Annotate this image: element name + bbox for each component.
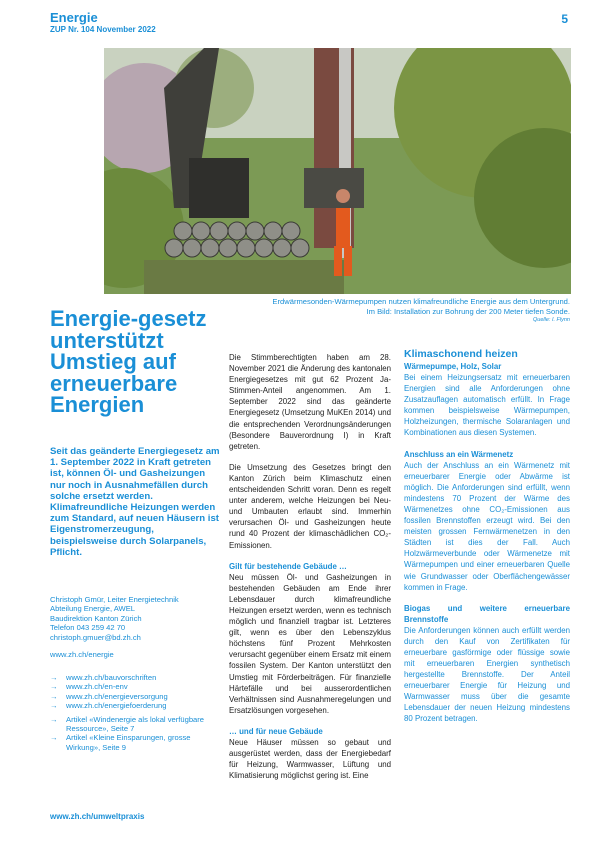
link-text[interactable]: www.zh.ch/en-env — [66, 682, 128, 692]
sidebar-subheading: Anschluss an ein Wärmenetz — [404, 449, 514, 459]
author-name: Christoph Gmür, Leiter Energietechnik — [50, 595, 179, 604]
article-column-2 — [229, 352, 391, 791]
sidebar-paragraph: Die Anforderungen können auch erfüllt werden durch den Kauf von Zertifikaten für erneuerbare gasförmige oder flüssige sowie mit erneuerbaren Energien synthetisch hergestellte Brennstoffe. Der Anteil erneuerbarer Energie für Heizung und Warmwasser muss über die gesamte Lebensdauer der neuen Heizung mindestens 80 Prozent betragen. — [404, 625, 570, 724]
related-article[interactable] — [50, 733, 222, 752]
page-number: 5 — [561, 12, 568, 26]
arrow-right-icon: → — [50, 733, 58, 743]
footer-url[interactable]: www.zh.ch/umweltpraxis — [50, 812, 145, 821]
author-phone: Telefon 043 259 42 70 — [50, 623, 126, 633]
body-paragraph: Die Stimmberechtigten haben am 28. November 2021 die Änderung des kantonalen Energiegesetzes mit gut 62 Prozent Ja-Stimmen-Anteil angenommen. Am 1. September 2022 sind das geänderte Energiegesetz (Umsetzung MuKEn 2014) und die entsprechenden Verordnungsänderungen (Besondere Bauverordnung I) in Kraft getreten. — [229, 353, 391, 451]
body-paragraph: Neu müssen Öl- und Gasheizungen in bestehenden Gebäuden am Ende ihrer Lebensdauer durch klimafreundliche Heizungen ersetzt werden, wenn es technisch möglich und finanziell tragbar ist. Letzteres gilt, wenn es über den Lebenszyklus höchstens fünf Prozent Mehrkosten verursacht gegenüber einem Ersatz mit einem fossilen System. Der Kanton unterstützt den Umstieg mit Förderbeiträgen. Für finanzielle Härtefälle und bei ausserordentlichen Verhältnissen sind Ausnahmeregelungen und Ersatzlösungen vorgesehen. — [229, 572, 391, 715]
photo-caption-line-2: Im Bild: Installation zur Bohrung der 200 Meter tiefen Sonde. — [366, 306, 570, 316]
sidebar-box — [404, 348, 570, 735]
author-dept: Abteilung Energie, AWEL — [50, 604, 135, 614]
link-item[interactable] — [50, 682, 222, 691]
arrow-right-icon: → — [50, 691, 58, 701]
author-info — [50, 595, 220, 659]
body-paragraph: Die Umsetzung des Gesetzes bringt den Kanton Zürich beim Klimaschutz einen entscheidenden Schritt voran. Denn es regelt unter anderem, welche Heizungen bei Neu- und Umbauten erlaubt sind. Immerhin verursachen Öl- und Gasheizungen heute rund 40 Prozent der klimaschädlichen CO₂-Emissionen. — [229, 462, 391, 550]
section-title: Energie — [50, 10, 98, 25]
link-item[interactable] — [50, 673, 222, 682]
sidebar-paragraph: Bei einem Heizungsersatz mit erneuerbaren Energien sind alle Anforderungen ohne Zusatzauflagen automatisch erfüllt. In Frage kommen beispielsweise Wärmepumpen, Holzheizungen, thermische Solaranlagen und Kombinationen aus diesen Systemen. — [404, 373, 570, 438]
author-email[interactable]: christoph.gmuer@bd.zh.ch — [50, 632, 141, 642]
link-item[interactable] — [50, 692, 222, 701]
related-links — [50, 673, 222, 752]
sidebar-title: Klimaschonend heizen — [404, 348, 518, 360]
arrow-right-icon: → — [50, 682, 58, 692]
related-article[interactable] — [50, 715, 222, 734]
arrow-right-icon: → — [50, 673, 58, 682]
related-article-text[interactable]: Artikel «Kleine Einsparungen, grosse Wirkung», Seite 9 — [66, 733, 191, 752]
link-item[interactable] — [50, 701, 222, 710]
sidebar-subtitle: Wärmepumpe, Holz, Solar — [404, 362, 502, 371]
sidebar-subheading: Biogas und weitere erneuerbare Brennstoffe — [404, 603, 570, 624]
subheading: … und für neue Gebäude — [229, 726, 323, 736]
photo-credit: Quelle: I. Flynn — [533, 317, 570, 323]
link-text[interactable]: www.zh.ch/bauvorschriften — [66, 673, 157, 682]
sidebar-paragraph: Auch der Anschluss an ein Wärmenetz mit erneuerbarer Energie oder Abwärme ist möglich. Die Anforderungen sind erfüllt, wenn mindestens 70 Prozent der Wärme des Wärmenetzes ohne CO₂-Emissionen aus fossilen Brennstoffen erzeugt wird. Bei den meisten grossen Fernwärmenetzen in den Städten ist dies der Fall. Auch Holzwärmeverbunde oder Wärmenetze mit Wärmepumpen und einer erneuerbaren Quelle wie Grundwasser oder Oberflächengewässer kommen in Frage. — [404, 460, 570, 592]
article-headline: Energie-gesetz unterstützt Umstieg auf erneuerbare Energien — [50, 306, 207, 417]
body-paragraph: Neue Häuser müssen so gebaut und ausgerüstet werden, dass der Energiebedarf für Heizung, Warmwasser, Lüftung und Klimatisierung möglichst gering ist. Eine — [229, 738, 391, 781]
arrow-right-icon: → — [50, 701, 58, 711]
drilling-photo-illustration — [104, 48, 571, 294]
subheading: Gilt für bestehende Gebäude … — [229, 561, 347, 571]
link-text[interactable]: www.zh.ch/energieversorgung — [66, 691, 168, 701]
drilling-photo — [104, 48, 571, 294]
related-article-text[interactable]: Artikel «Windenergie als lokal verfügbare Ressource», Seite 7 — [66, 714, 205, 734]
author-web-link[interactable]: www.zh.ch/energie — [50, 650, 114, 660]
issue-label: ZUP Nr. 104 November 2022 — [50, 25, 156, 34]
link-text[interactable]: www.zh.ch/energiefoerderung — [66, 701, 167, 711]
arrow-right-icon: → — [50, 714, 58, 724]
article-lead: Seit das geänderte Energiegesetz am 1. September 2022 in Kraft getreten ist, können Öl- und Gasheizungen nur noch in Ausnahmefällen durch solche ersetzt werden. Klimafreundliche Heizungen werden zum Standard, auf neuen Häusern ist Eigenstromerzeugung, beispielsweise durch Solarpanels, Pflicht. — [50, 446, 220, 558]
photo-caption-line-1: Erdwärmesonden-Wärmepumpen nutzen klimafreundliche Energie aus dem Untergrund. — [272, 297, 570, 306]
author-office: Baudirektion Kanton Zürich — [50, 613, 142, 623]
